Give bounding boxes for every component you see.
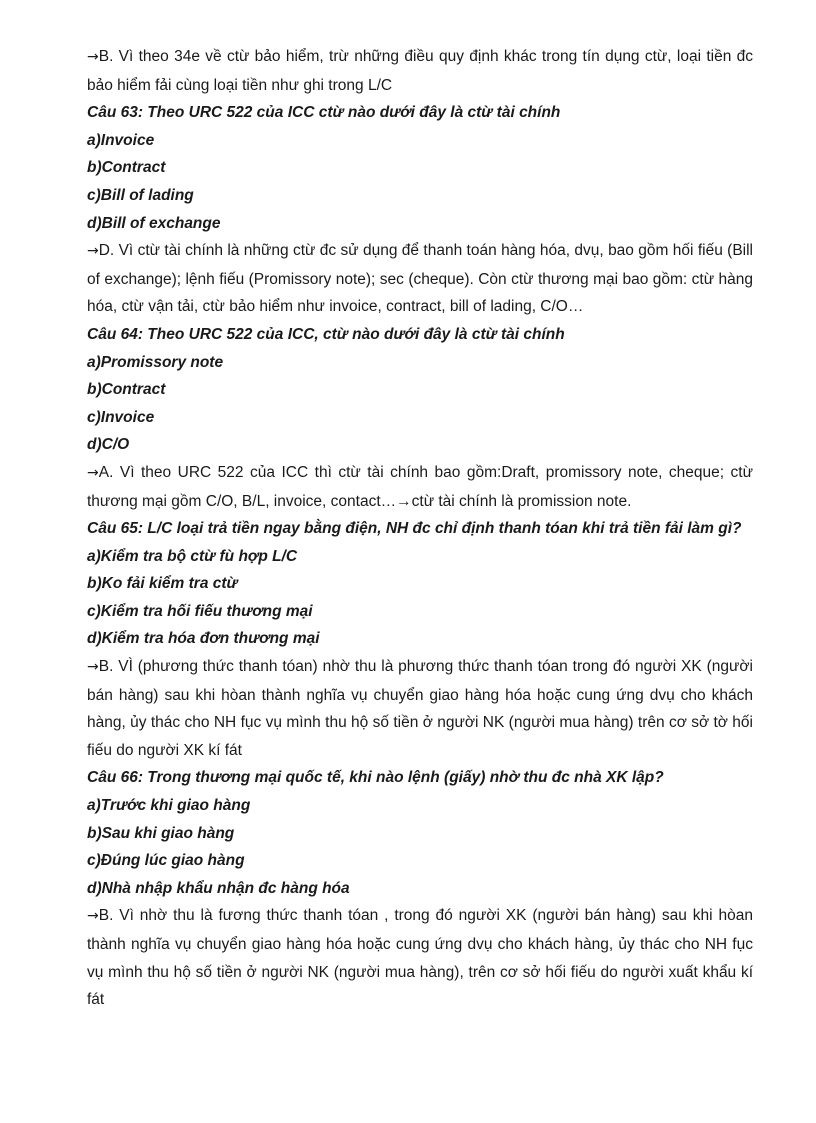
answer-option: c)Đúng lúc giao hàng: [87, 852, 245, 870]
answer-option: d)Kiểm tra hóa đơn thương mại: [87, 630, 320, 648]
answer-option: c)Kiểm tra hối fiếu thương mại: [87, 602, 313, 620]
answer-option: a)Trước khi giao hàng: [87, 797, 251, 815]
answer-option: b)Contract: [87, 159, 166, 177]
answer-option: c)Invoice: [87, 408, 155, 426]
arrow-icon: →: [87, 659, 99, 676]
answer-option: d)Nhà nhập khẩu nhận đc hàng hóa: [87, 879, 350, 897]
document-page: [87, 43, 753, 1014]
answer-paragraph: →A. Vì theo URC 522 của ICC thì ctừ tài chính bao gồm:Draft, promissory note, cheque; ctừ thương mại gồm C/O, B/L, invoice, contact…→ctừ tài chính là promission note.: [87, 463, 753, 510]
answer-paragraph: →B. Vì nhờ thu là fương thức thanh tóan , trong đó người XK (người bán hàng) sau khi hòan thành nghĩa vụ chuyển giao hàng hóa hoặc cung ứng dvụ cho khách hàng, ủy thác cho NH fục vụ mình thu hộ số tiền ở người NK (người mua hàng), trên cơ sở hối fiếu do người xuất khẩu kí fát: [87, 907, 753, 1009]
question-heading: Câu 66: Trong thương mại quốc tế, khi nào lệnh (giấy) nhờ thu đc nhà XK lập?: [87, 769, 664, 787]
arrow-icon: →: [87, 243, 99, 260]
answer-option: b)Ko fải kiểm tra ctừ: [87, 575, 238, 593]
arrow-icon: →: [87, 464, 99, 481]
answer-paragraph: →B. Vì theo 34e về ctừ bảo hiểm, trừ những điều quy định khác trong tín dụng ctừ, loại tiền đc bảo hiểm fải cùng loại tiền như ghi trong L/C: [87, 48, 753, 94]
answer-option: b)Contract: [87, 381, 166, 399]
arrow-icon: →: [87, 49, 99, 65]
question-heading: Câu 64: Theo URC 522 của ICC, ctừ nào dưới đây là ctừ tài chính: [87, 325, 565, 343]
answer-option: a)Invoice: [87, 131, 155, 149]
answer-option: a)Promissory note: [87, 353, 224, 371]
answer-paragraph: →B. VÌ (phương thức thanh tóan) nhờ thu là phương thức thanh tóan trong đó người XK (người bán hàng) sau khi hòan thành nghĩa vụ chuyển giao hàng hóa hoặc cung ứng dvụ cho khách hàng, ủy thác cho NH fục vụ mình thu hộ số tiền ở người NK (người mua hàng) trên cơ sở tờ hối fiếu do người XK kí fát: [87, 658, 753, 759]
arrow-icon: →: [87, 908, 99, 925]
answer-paragraph: →D. Vì ctừ tài chính là những ctừ đc sử dụng để thanh toán hàng hóa, dvụ, bao gồm hối fiếu (Bill of exchange); lệnh fiếu (Promissory note); sec (cheque). Còn ctừ thương mại bao gồm: ctừ hàng hóa, ctừ vận tải, ctừ bảo hiểm như invoice, contract, bill of lading, C/O…: [87, 242, 753, 316]
answer-option: a)Kiểm tra bộ ctừ fù hợp L/C: [87, 547, 298, 565]
answer-option: c)Bill of lading: [87, 186, 194, 204]
question-heading: Câu 63: Theo URC 522 của ICC ctừ nào dưới đây là ctừ tài chính: [87, 104, 561, 122]
answer-option: b)Sau khi giao hàng: [87, 824, 235, 842]
answer-option: d)Bill of exchange: [87, 214, 221, 232]
answer-option: d)C/O: [87, 436, 130, 454]
question-heading: Câu 65: L/C loại trả tiền ngay bằng điện, NH đc chỉ định thanh tóan khi trả tiền fải làm gì?: [87, 520, 742, 538]
